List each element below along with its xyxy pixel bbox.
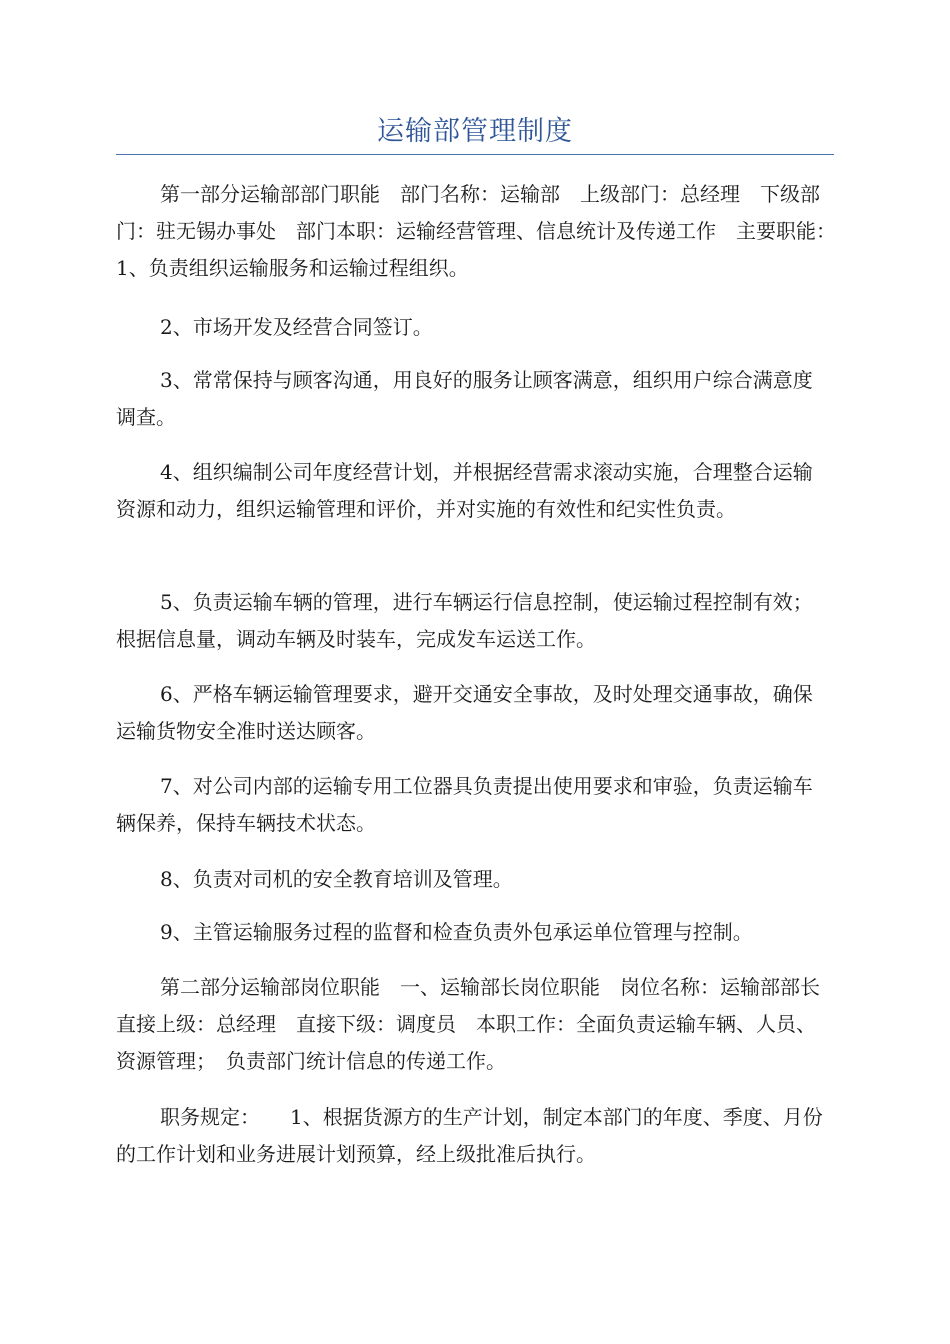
document-title: 运输部管理制度 — [377, 116, 573, 147]
paragraph-section1-intro: 第一部分运输部部门职能 部门名称：运输部 上级部门：总经理 下级部门：驻无锡办事处 部门本职：运输经营管理、信息统计及传递工作 主要职能： 1、负责组织运输服务和运输过程组织。 — [116, 182, 866, 280]
paragraph-item-8: 8、负责对司机的安全教育培训及管理。 — [160, 867, 513, 891]
paragraph-item-2: 2、市场开发及经营合同签订。 — [160, 315, 433, 339]
title-underline — [116, 154, 834, 155]
paragraph-item-6: 6、严格车辆运输管理要求，避开交通安全事故，及时处理交通事故，确保运输货物安全准时送达顾客。 — [116, 682, 813, 743]
paragraph-item-9: 9、主管运输服务过程的监督和检查负责外包承运单位管理与控制。 — [160, 920, 753, 944]
paragraph-section2-intro: 第二部分运输部岗位职能 一、运输部长岗位职能 岗位名称：运输部部长 直接上级：总经理 直接下级：调度员 本职工作：全面负责运输车辆、人员、资源管理； 负责部门统计信息的传递工作。 — [116, 975, 840, 1073]
paragraph-duty-1: 职务规定： 1、根据货源方的生产计划，制定本部门的年度、季度、月份的工作计划和业务进展计划预算，经上级批准后执行。 — [116, 1105, 823, 1166]
paragraph-item-4: 4、组织编制公司年度经营计划，并根据经营需求滚动实施，合理整合运输资源和动力，组织运输管理和评价，并对实施的有效性和纪实性负责。 — [116, 460, 813, 521]
paragraph-item-5: 5、负责运输车辆的管理，进行车辆运行信息控制，使运输过程控制有效； 根据信息量，调动车辆及时装车，完成发车运送工作。 — [116, 590, 823, 651]
paragraph-item-7: 7、对公司内部的运输专用工位器具负责提出使用要求和审验，负责运输车辆保养，保持车辆技术状态。 — [116, 774, 813, 835]
paragraph-item-3: 3、常常保持与顾客沟通，用良好的服务让顾客满意，组织用户综合满意度调查。 — [116, 368, 813, 429]
